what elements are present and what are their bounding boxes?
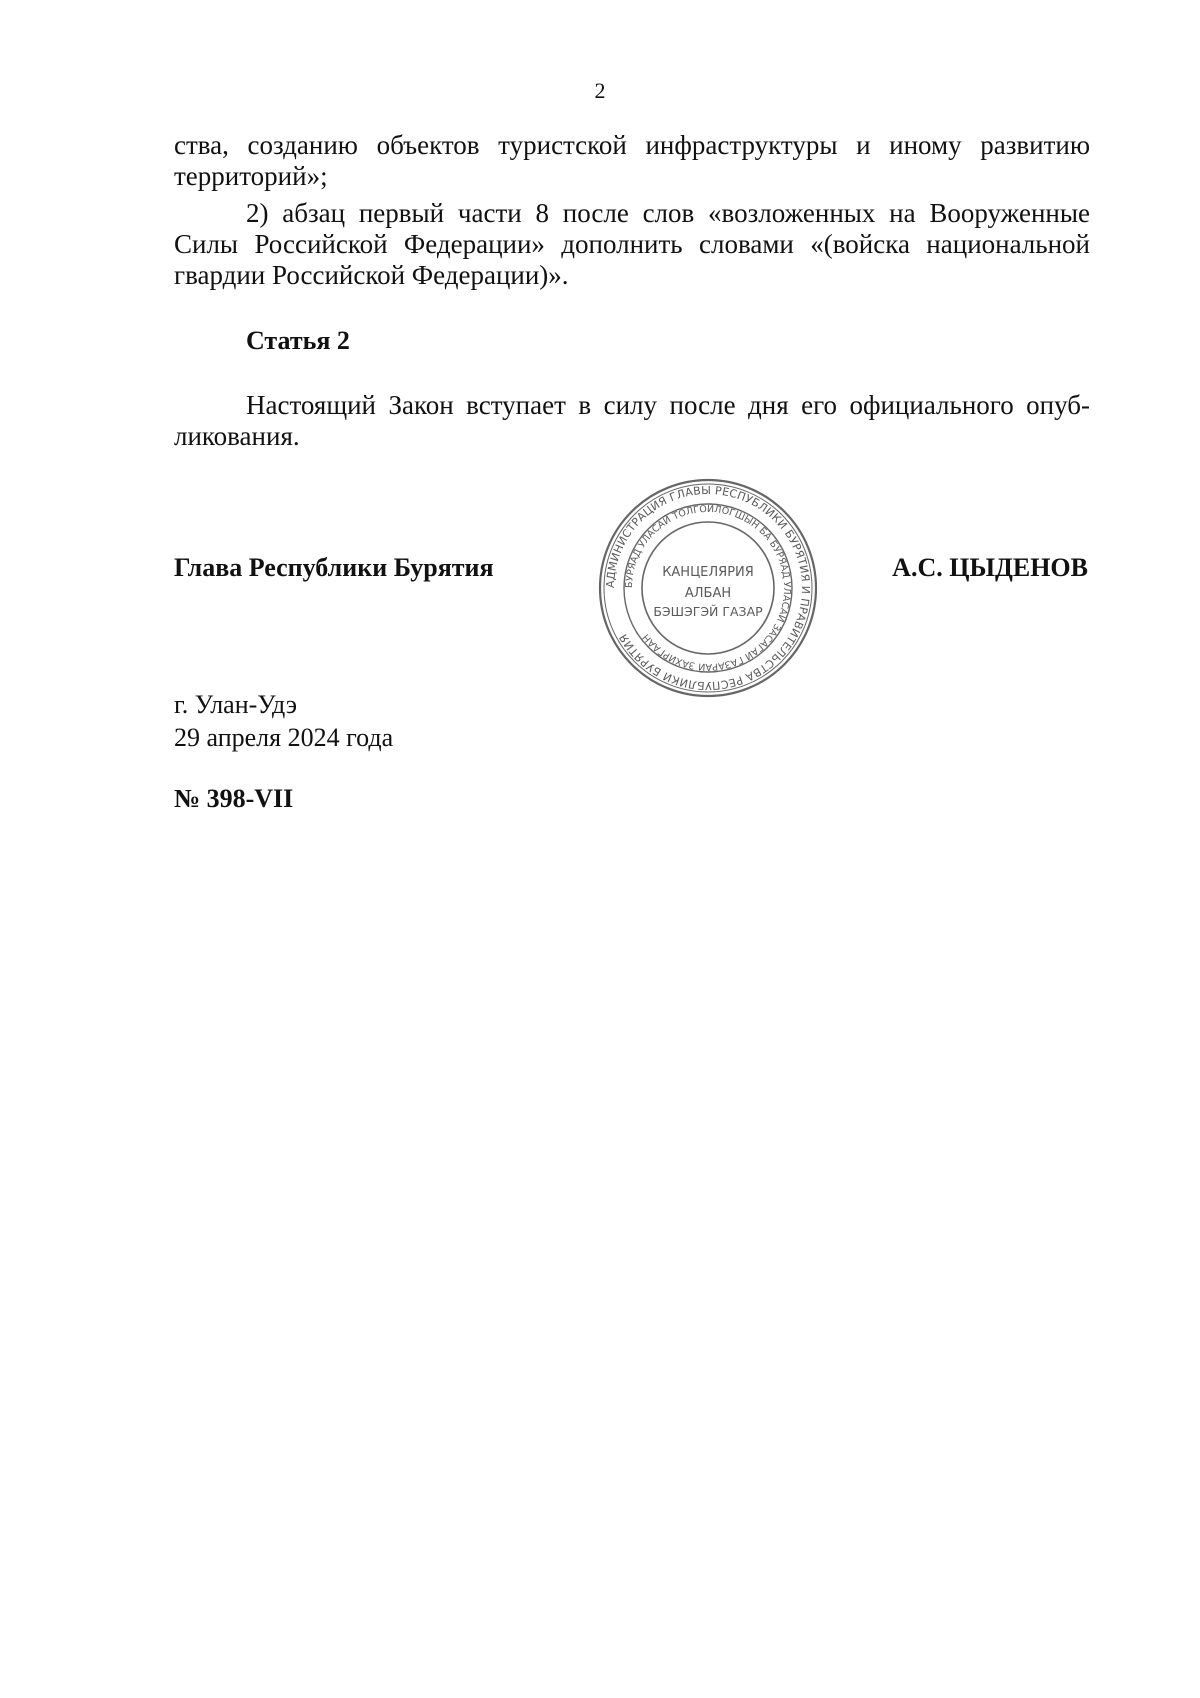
text-line: Силы Российской Федерации» дополнить словами «(войска национальной <box>174 229 1090 259</box>
text-line: гвардии Российской Федерации)». <box>174 260 569 290</box>
text-line: ства, созданию объектов туристской инфраструктуры и иному развитию <box>174 130 1090 160</box>
place: г. Улан-Удэ <box>174 690 298 719</box>
stamp-inner-text: БУРЯАД УЛАСАЙ ТОЛГОЙЛОГШЫН БА БУРЯАД УЛАСАЙ ЗАСАГАЙ ГАЗАРАЙ ЗАХИРГААН <box>623 503 793 673</box>
text-line: территорий»; <box>174 161 328 191</box>
page-number: 2 <box>594 78 606 103</box>
place-and-date <box>174 688 393 754</box>
paragraph-continuation <box>174 130 1090 192</box>
text-line: Настоящий Закон вступает в силу после дня его официального опуб- <box>246 390 1090 420</box>
article-heading: Статья 2 <box>246 326 350 355</box>
document-number: № 398-VII <box>174 784 294 813</box>
official-stamp <box>596 476 820 700</box>
stamp-outer-text: АДМИНИСТРАЦИЯ ГЛАВЫ РЕСПУБЛИКИ БУРЯТИЯ И ПРАВИТЕЛЬСТВА РЕСПУБЛИКИ БУРЯТИЯ <box>603 483 813 693</box>
stamp-center-line: КАНЦЕЛЯРИЯ <box>662 565 754 580</box>
stamp-center-line: БЭШЭГЭЙ ГАЗАР <box>653 604 763 619</box>
text-line: ликования. <box>174 421 300 451</box>
stamp-center-line: АЛБАН <box>684 586 732 601</box>
signer-title: Глава Республики Бурятия <box>174 553 494 582</box>
paragraph-effective-date <box>174 390 1090 452</box>
date: 29 апреля 2024 года <box>174 723 394 752</box>
paragraph-amendment-2 <box>174 198 1090 291</box>
text-line: 2) абзац первый части 8 после слов «возложенных на Вооруженные <box>246 198 1090 228</box>
signer-name: А.С. ЦЫДЕНОВ <box>892 553 1088 582</box>
